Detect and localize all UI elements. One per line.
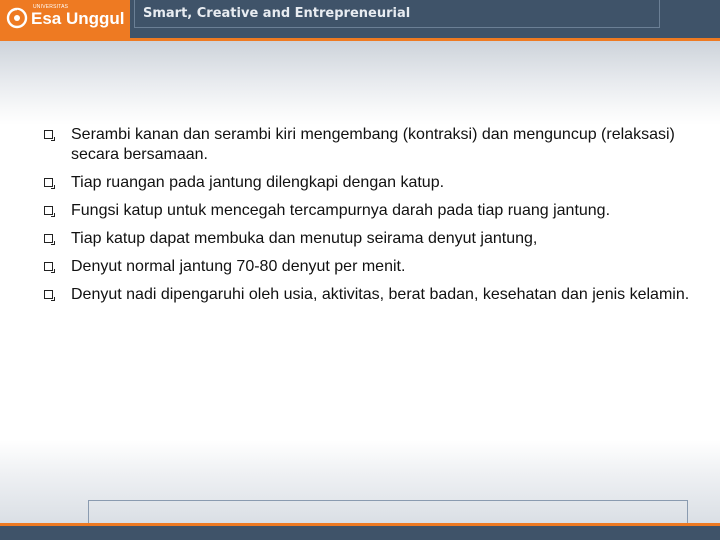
hollow-square-bullet-icon bbox=[44, 262, 53, 271]
hollow-square-bullet-icon bbox=[44, 290, 53, 299]
list-item bbox=[44, 125, 694, 165]
hollow-square-bullet-icon bbox=[44, 130, 53, 139]
top-gradient-band bbox=[0, 41, 720, 125]
university-logo bbox=[0, 0, 130, 38]
bullet-text: Tiap katup dapat membuka dan menutup seirama denyut jantung, bbox=[71, 230, 538, 247]
slide-header bbox=[0, 0, 720, 38]
list-item bbox=[44, 201, 694, 221]
list-item bbox=[44, 229, 694, 249]
hollow-square-bullet-icon bbox=[44, 234, 53, 243]
bullet-text: Fungsi katup untuk mencegah tercampurnya darah pada tiap ruang jantung. bbox=[71, 202, 611, 219]
esa-unggul-swirl-icon bbox=[6, 7, 28, 29]
list-item bbox=[44, 285, 694, 305]
list-item bbox=[44, 173, 694, 193]
bullet-text: Serambi kanan dan serambi kiri mengembang (kontraksi) dan menguncup (relaksasi) secara bersamaan. bbox=[71, 126, 675, 163]
logo-tagline: UNIVERSITAS bbox=[33, 4, 69, 10]
list-item bbox=[44, 257, 694, 277]
bullet-text: Tiap ruangan pada jantung dilengkapi dengan katup. bbox=[71, 174, 445, 191]
bullet-list bbox=[44, 125, 694, 313]
logo-name: Esa Unggul bbox=[31, 9, 125, 28]
header-slogan: Smart, Creative and Entrepreneurial bbox=[143, 6, 411, 21]
footer-bar bbox=[0, 526, 720, 540]
hollow-square-bullet-icon bbox=[44, 178, 53, 187]
hollow-square-bullet-icon bbox=[44, 206, 53, 215]
bullet-text: Denyut normal jantung 70-80 denyut per menit. bbox=[71, 258, 406, 275]
bullet-text: Denyut nadi dipengaruhi oleh usia, aktivitas, berat badan, kesehatan dan jenis kelamin. bbox=[71, 286, 690, 303]
